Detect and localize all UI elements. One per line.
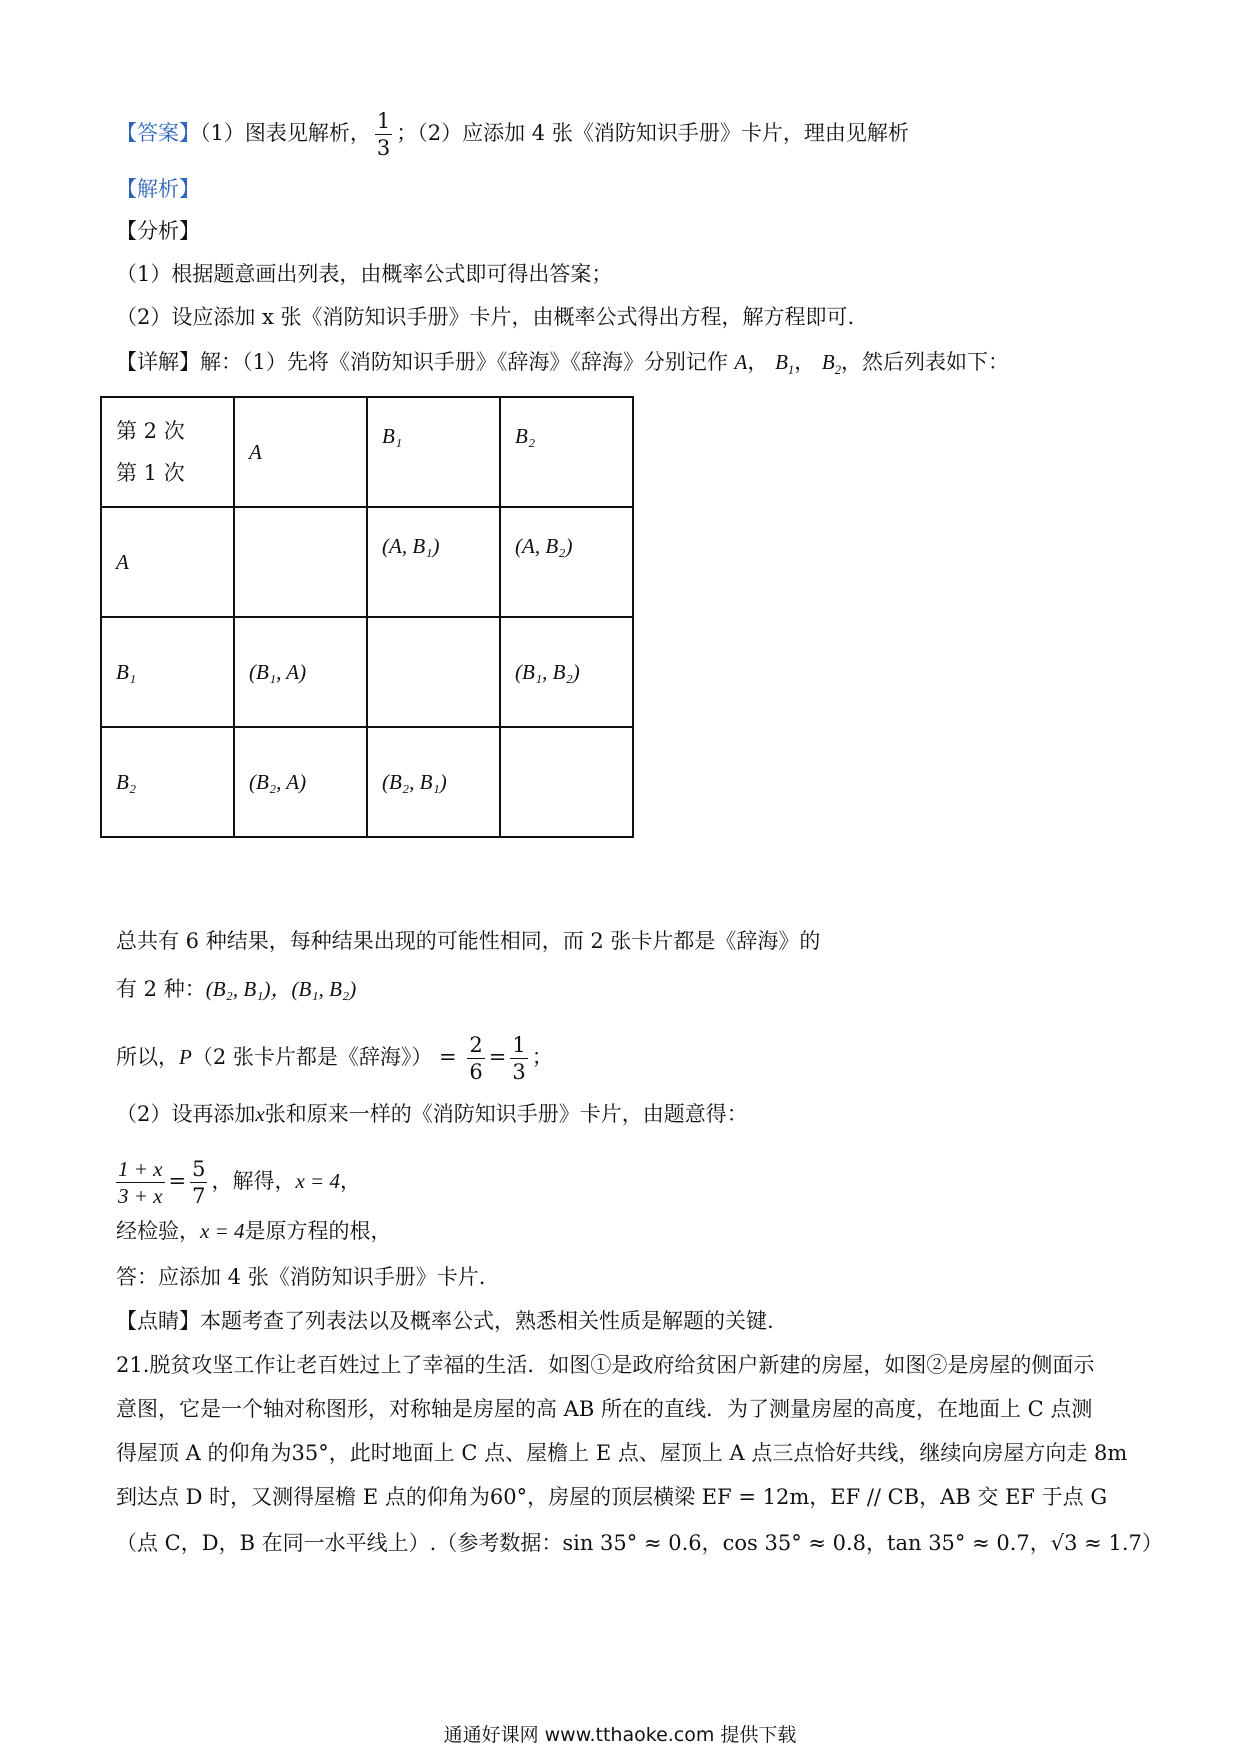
solution: x = 4 (295, 1169, 340, 1194)
answer-tag: 【答案】 (116, 121, 200, 146)
probability-event: （2 张卡片都是《辞海》） (191, 1045, 433, 1070)
corner-label-second: 第 2 次 (116, 419, 185, 443)
result-line3-prefix: 所以， (116, 1045, 179, 1070)
comma: ， (794, 350, 816, 374)
answer-part2: ；（2）应添加 4 张《消防知识手册》卡片，理由见解析 (396, 121, 909, 146)
table-header-cell: B₁ (367, 397, 500, 507)
var-b1: $B_1$ (775, 350, 795, 378)
var-b2: $B_2$ (821, 350, 841, 378)
equation-fraction: $\frac{1 + x}{3 + x}$ (118, 1157, 163, 1209)
q21-line4: 到达点 D 时，又测得屋檐 E 点的仰角为60°，房屋的顶层横梁 EF = 12m，EF // CB，AB 交 EF 于点 G (116, 1485, 1108, 1509)
result-line3: 所以，P（2 张卡片都是《辞海》） = $\frac{2}{6}$ = $\frac{1}{3}$ ； (116, 1033, 553, 1085)
dianjing-text: 本题考查了列表法以及概率公式，熟悉相关性质是解题的关键. (200, 1309, 774, 1333)
table-header-row (101, 397, 633, 507)
table-row (101, 617, 633, 727)
part2-setup: （2）设再添加x张和原来一样的《消防知识手册》卡片，由题意得： (116, 1102, 748, 1126)
result-line2 (116, 979, 356, 1000)
answer-part1: （1）图表见解析， (200, 121, 371, 146)
var-x: x (255, 1102, 265, 1126)
var-a: A (734, 350, 748, 374)
table-row-head: A (101, 507, 234, 617)
result-line2-prefix: 有 2 种： (116, 977, 206, 1001)
q21-line1: 21.脱贫攻坚工作让老百姓过上了幸福的生活．如图①是政府给贫困户新建的房屋，如图②是房屋的侧面示 (116, 1353, 1095, 1377)
detail-tag: 【详解】 (116, 350, 200, 374)
table-cell: (B₂, B₁) (367, 727, 500, 837)
comma: ， (747, 350, 769, 374)
fenxi-line1: （1）根据题意画出列表，由概率公式即可得出答案； (116, 262, 613, 286)
part2-answer: 答：应添加 4 张《消防知识手册》卡片. (116, 1265, 486, 1289)
table-row-head: B₂ (101, 727, 234, 837)
outcome-table (100, 396, 634, 838)
equation-fraction: $\frac{5}{7}$ (192, 1157, 206, 1209)
table-corner-cell (101, 397, 234, 507)
footer-watermark: 通通好课网 www.tthaoke.com 提供下载 (443, 1724, 797, 1746)
table-cell: (B₁, B₂) (500, 617, 633, 727)
table-cell: (B₂, A) (234, 727, 367, 837)
table-cell: (A, B₁) (367, 507, 500, 617)
fraction: $\frac{1}{3}$ (512, 1033, 526, 1085)
fraction-numerator: 1 (375, 110, 392, 135)
fenxi-line2: （2）设应添加 x 张《消防知识手册》卡片，由概率公式得出方程，解方程即可. (116, 305, 855, 329)
part2-check: 经检验，x = 4是原方程的根， (116, 1219, 392, 1243)
table-cell (367, 617, 500, 727)
fraction: $\frac{2}{6}$ (469, 1033, 483, 1085)
table-cell (234, 507, 367, 617)
result-line1: 总共有 6 种结果，每种结果出现的可能性相同，而 2 张卡片都是《辞海》的 (116, 929, 821, 953)
corner-label-first: 第 1 次 (116, 461, 185, 485)
table-cell (500, 727, 633, 837)
part2-equation: $\frac{1 + x}{3 + x}$ = $\frac{5}{7}$ ，解得，x = 4， (118, 1157, 361, 1209)
fraction-denominator: 3 (376, 136, 391, 161)
result-line2-items: (B₂, B₁)，(B₁, B₂) (205, 977, 357, 1001)
dianjing-line (116, 1311, 774, 1332)
table-header-cell: B₂ (500, 397, 633, 507)
fenxi-tag: 【分析】 (116, 219, 200, 243)
dianjing-tag: 【点睛】 (116, 1309, 200, 1333)
table-row (101, 727, 633, 837)
table-row-head: B₁ (101, 617, 234, 727)
detail-intro-end: ，然后列表如下： (841, 350, 1009, 374)
answer-fraction (375, 110, 392, 159)
table-cell: (B₁, A) (234, 617, 367, 727)
jiexi-tag: 【解析】 (116, 177, 200, 201)
q21-line3: 得屋顶 A 的仰角为35°，此时地面上 C 点、屋檐上 E 点、屋顶上 A 点三点恰好共线，继续向房屋方向走 8m (116, 1441, 1128, 1465)
table-row (101, 507, 633, 617)
table-header-cell: A (234, 397, 367, 507)
detail-line (116, 352, 1009, 377)
table-cell: (A, B₂) (500, 507, 633, 617)
probability-symbol: P (179, 1045, 192, 1070)
answer-line (116, 110, 909, 159)
q21-line5: （点 C，D，B 在同一水平线上）.（参考数据：sin 35° ≈ 0.6，cos 35° ≈ 0.8，tan 35° ≈ 0.7，√3 ≈ 1.7） (116, 1531, 1163, 1555)
detail-intro: 解：（1）先将《消防知识手册》《辞海》《辞海》分别记作 (200, 350, 728, 374)
q21-line2: 意图，它是一个轴对称图形，对称轴是房屋的高 AB 所在的直线．为了测量房屋的高度，在地面上 C 点测 (116, 1397, 1093, 1421)
